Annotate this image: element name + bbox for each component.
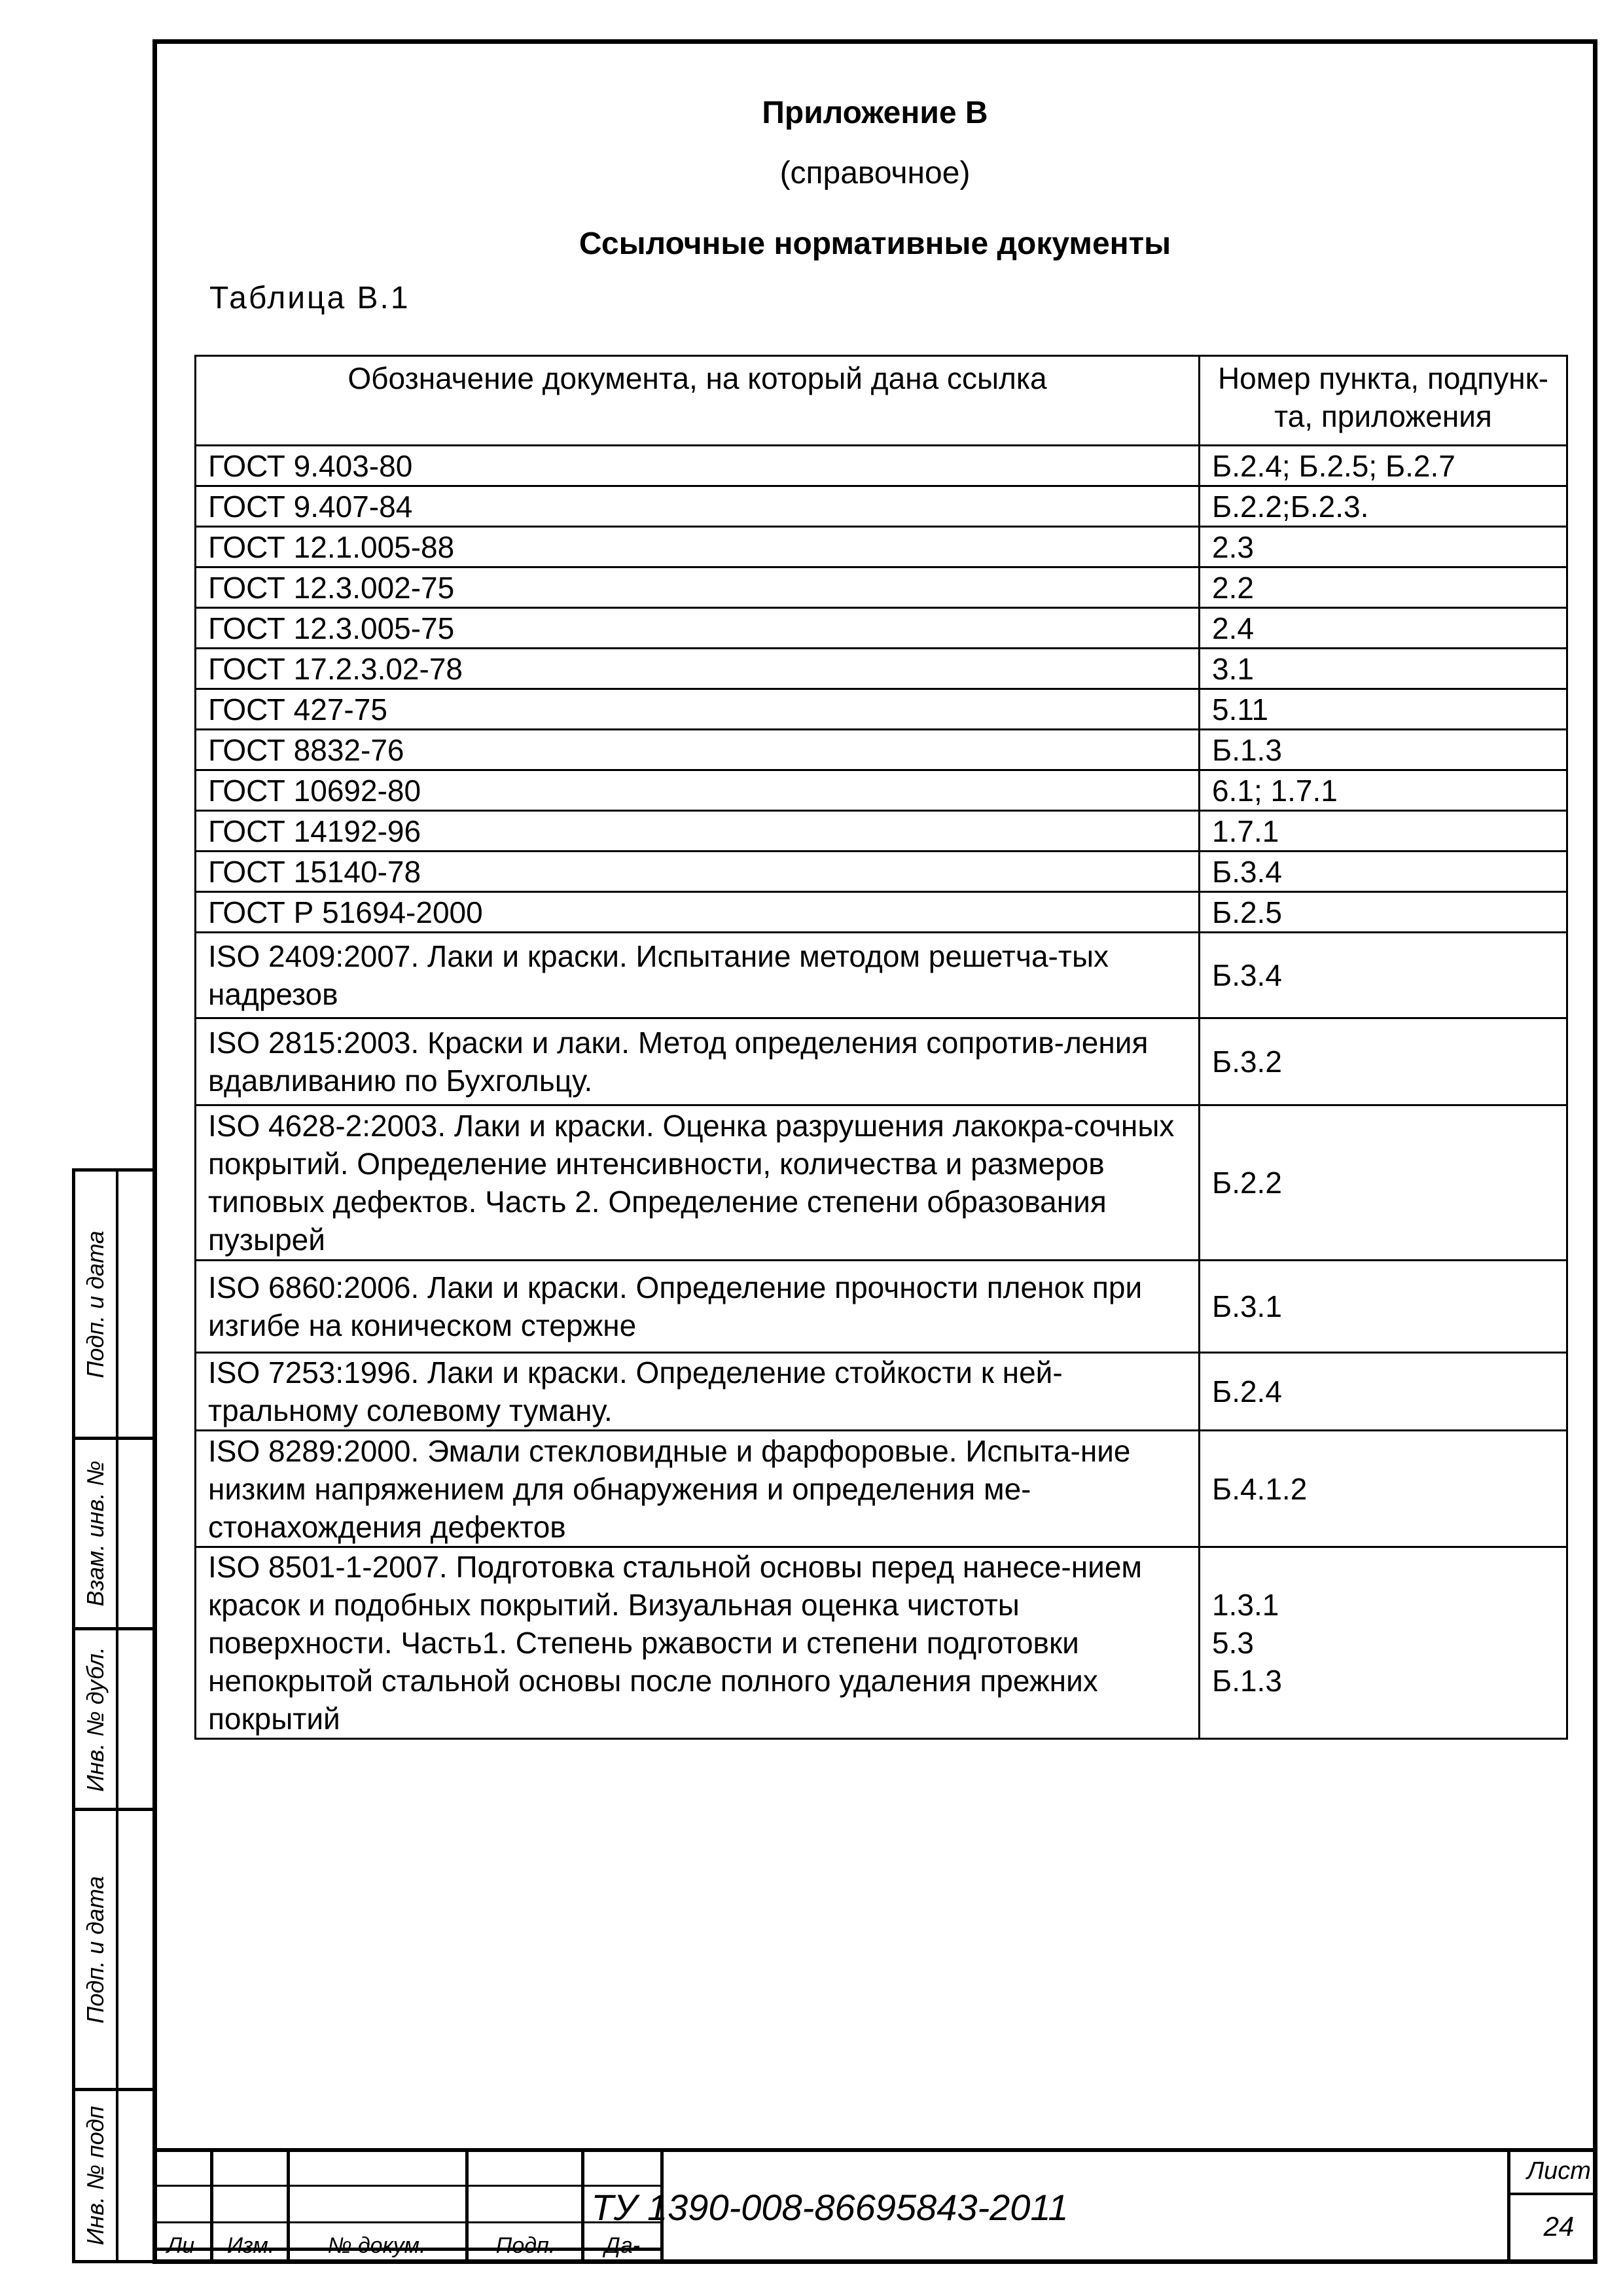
document-designation: ГОСТ 9.407-84 (196, 486, 1200, 527)
side-stamp-cell (72, 1168, 152, 1440)
table-row (196, 608, 1567, 649)
table-row (196, 852, 1567, 892)
reference-clause: Б.3.1 (1200, 1261, 1567, 1353)
document-title: Ссылочные нормативные документы (579, 226, 1171, 261)
reference-clause: Б.2.2 (1200, 1105, 1567, 1261)
table-row (196, 1353, 1567, 1431)
side-stamp-label: Взам. инв. № (82, 1460, 109, 1607)
side-stamp-label-box (75, 1440, 118, 1627)
title-block-rule (152, 2148, 1597, 2152)
table-row (196, 689, 1567, 730)
title-block-column-label: Изм. (226, 2233, 275, 2258)
title-block-column-label: Подп. (495, 2233, 556, 2258)
document-designation: ГОСТ 12.1.005-88 (196, 527, 1200, 567)
document-designation: ISO 6860:2006. Лаки и краски. Определение прочности пленок при изгибе на коническом стержне (196, 1261, 1200, 1353)
document-designation: ГОСТ 14192-96 (196, 811, 1200, 852)
table-caption: Таблица В.1 (209, 281, 410, 315)
table-row (196, 1431, 1567, 1547)
document-designation: ISO 8501-1-2007. Подготовка стальной основы перед нанесе-нием красок и подобных покрытий. Визуальная оценка чистоты поверхности. Часть1. Степень ржавости и степени подготовки непокрытой стальной основы после полного удаления прежних покрытий (196, 1547, 1200, 1739)
side-stamp-label-box (75, 1172, 118, 1437)
table-row (196, 1018, 1567, 1105)
document-designation: ГОСТ 17.2.3.02-78 (196, 649, 1200, 689)
reference-clause: 6.1; 1.7.1 (1200, 770, 1567, 811)
table-row (196, 933, 1567, 1018)
document-designation: ГОСТ 9.403-80 (196, 446, 1200, 486)
side-stamp-label-box (75, 2091, 118, 2260)
table-row (196, 486, 1567, 527)
sheet-label: Лист (1527, 2157, 1591, 2185)
column-header-document: Обозначение документа, на который дана ссылка (196, 356, 1200, 446)
reference-clause: Б.3.4 (1200, 852, 1567, 892)
side-stamp-label-box (75, 1811, 118, 2088)
table-row (196, 892, 1567, 933)
reference-clause: Б.2.5 (1200, 892, 1567, 933)
document-designation: ISO 2409:2007. Лаки и краски. Испытание методом решетча-тых надрезов (196, 933, 1200, 1018)
table-row (196, 811, 1567, 852)
document-designation: ГОСТ 15140-78 (196, 852, 1200, 892)
reference-clause: 2.3 (1200, 527, 1567, 567)
reference-clause: 5.11 (1200, 689, 1567, 730)
reference-clause: Б.2.2;Б.2.3. (1200, 486, 1567, 527)
title-block-rule (1507, 2148, 1510, 2264)
reference-clause: Б.3.4 (1200, 933, 1567, 1018)
reference-clause: 2.2 (1200, 567, 1567, 608)
document-designation: ГОСТ 10692-80 (196, 770, 1200, 811)
table-row (196, 567, 1567, 608)
document-designation: ISO 7253:1996. Лаки и краски. Определение стойкости к ней-тральному солевому туману. (196, 1353, 1200, 1431)
table-row (196, 730, 1567, 770)
document-designation: ISO 4628-2:2003. Лаки и краски. Оценка разрушения лакокра-сочных покрытий. Определение интенсивности, количества и размеров типовых дефектов. Часть 2. Определение степени образования пузырей (196, 1105, 1200, 1261)
table-row (196, 1105, 1567, 1261)
reference-clause: 1.3.1 5.3 Б.1.3 (1200, 1547, 1567, 1739)
references-table (194, 355, 1568, 1740)
side-stamp-label: Инв. № дубл. (82, 1646, 109, 1792)
reference-clause: 2.4 (1200, 608, 1567, 649)
reference-clause: 1.7.1 (1200, 811, 1567, 852)
table-row (196, 527, 1567, 567)
document-designation: ГОСТ 427-75 (196, 689, 1200, 730)
reference-clause: Б.3.2 (1200, 1018, 1567, 1105)
appendix-title: Приложение В (762, 96, 988, 130)
title-block-column-label: Ли (166, 2233, 195, 2258)
column-header-reference: Номер пункта, подпунк-та, приложения (1200, 356, 1567, 446)
table-row (196, 649, 1567, 689)
appendix-kind: (справочное) (779, 156, 971, 190)
document-designation: ГОСТ 12.3.002-75 (196, 567, 1200, 608)
side-stamp-label-box (75, 1630, 118, 1808)
document-designation: ГОСТ Р 51694-2000 (196, 892, 1200, 933)
title-block-column-label: № докум. (327, 2233, 426, 2258)
table-row (196, 770, 1567, 811)
side-stamp-label: Подп. и дата (82, 1875, 109, 2024)
reference-clause: Б.4.1.2 (1200, 1431, 1567, 1547)
reference-clause: Б.1.3 (1200, 730, 1567, 770)
side-stamp-label: Подп. и дата (82, 1230, 109, 1378)
side-stamp-cell (72, 1440, 152, 1630)
document-designation: ISO 2815:2003. Краски и лаки. Метод определения сопротив-ления вдавливанию по Бухгольцу. (196, 1018, 1200, 1105)
table-row (196, 446, 1567, 486)
side-stamp-label: Инв. № подп (82, 2106, 109, 2246)
table-row (196, 1547, 1567, 1739)
side-stamp-cell (72, 1630, 152, 1811)
title-block-column-label: Да- (604, 2233, 641, 2258)
document-designation: ГОСТ 8832-76 (196, 730, 1200, 770)
document-designation: ГОСТ 12.3.005-75 (196, 608, 1200, 649)
reference-clause: Б.2.4; Б.2.5; Б.2.7 (1200, 446, 1567, 486)
table-header-row (196, 356, 1567, 446)
title-block-rule (1507, 2193, 1597, 2195)
reference-clause: 3.1 (1200, 649, 1567, 689)
document-code: ТУ 1390-008-86695843-2011 (591, 2187, 1069, 2228)
side-stamp-cell (72, 1811, 152, 2091)
title-block (152, 2148, 1597, 2264)
reference-clause: Б.2.4 (1200, 1353, 1567, 1431)
sheet-number: 24 (1543, 2211, 1575, 2242)
document-designation: ISO 8289:2000. Эмали стекловидные и фарфоровые. Испыта-ние низким напряжением для обнаружения и определения ме-стонахождения дефектов (196, 1431, 1200, 1547)
side-stamp-cell (72, 2091, 152, 2263)
side-stamp (72, 1168, 152, 2263)
table-row (196, 1261, 1567, 1353)
